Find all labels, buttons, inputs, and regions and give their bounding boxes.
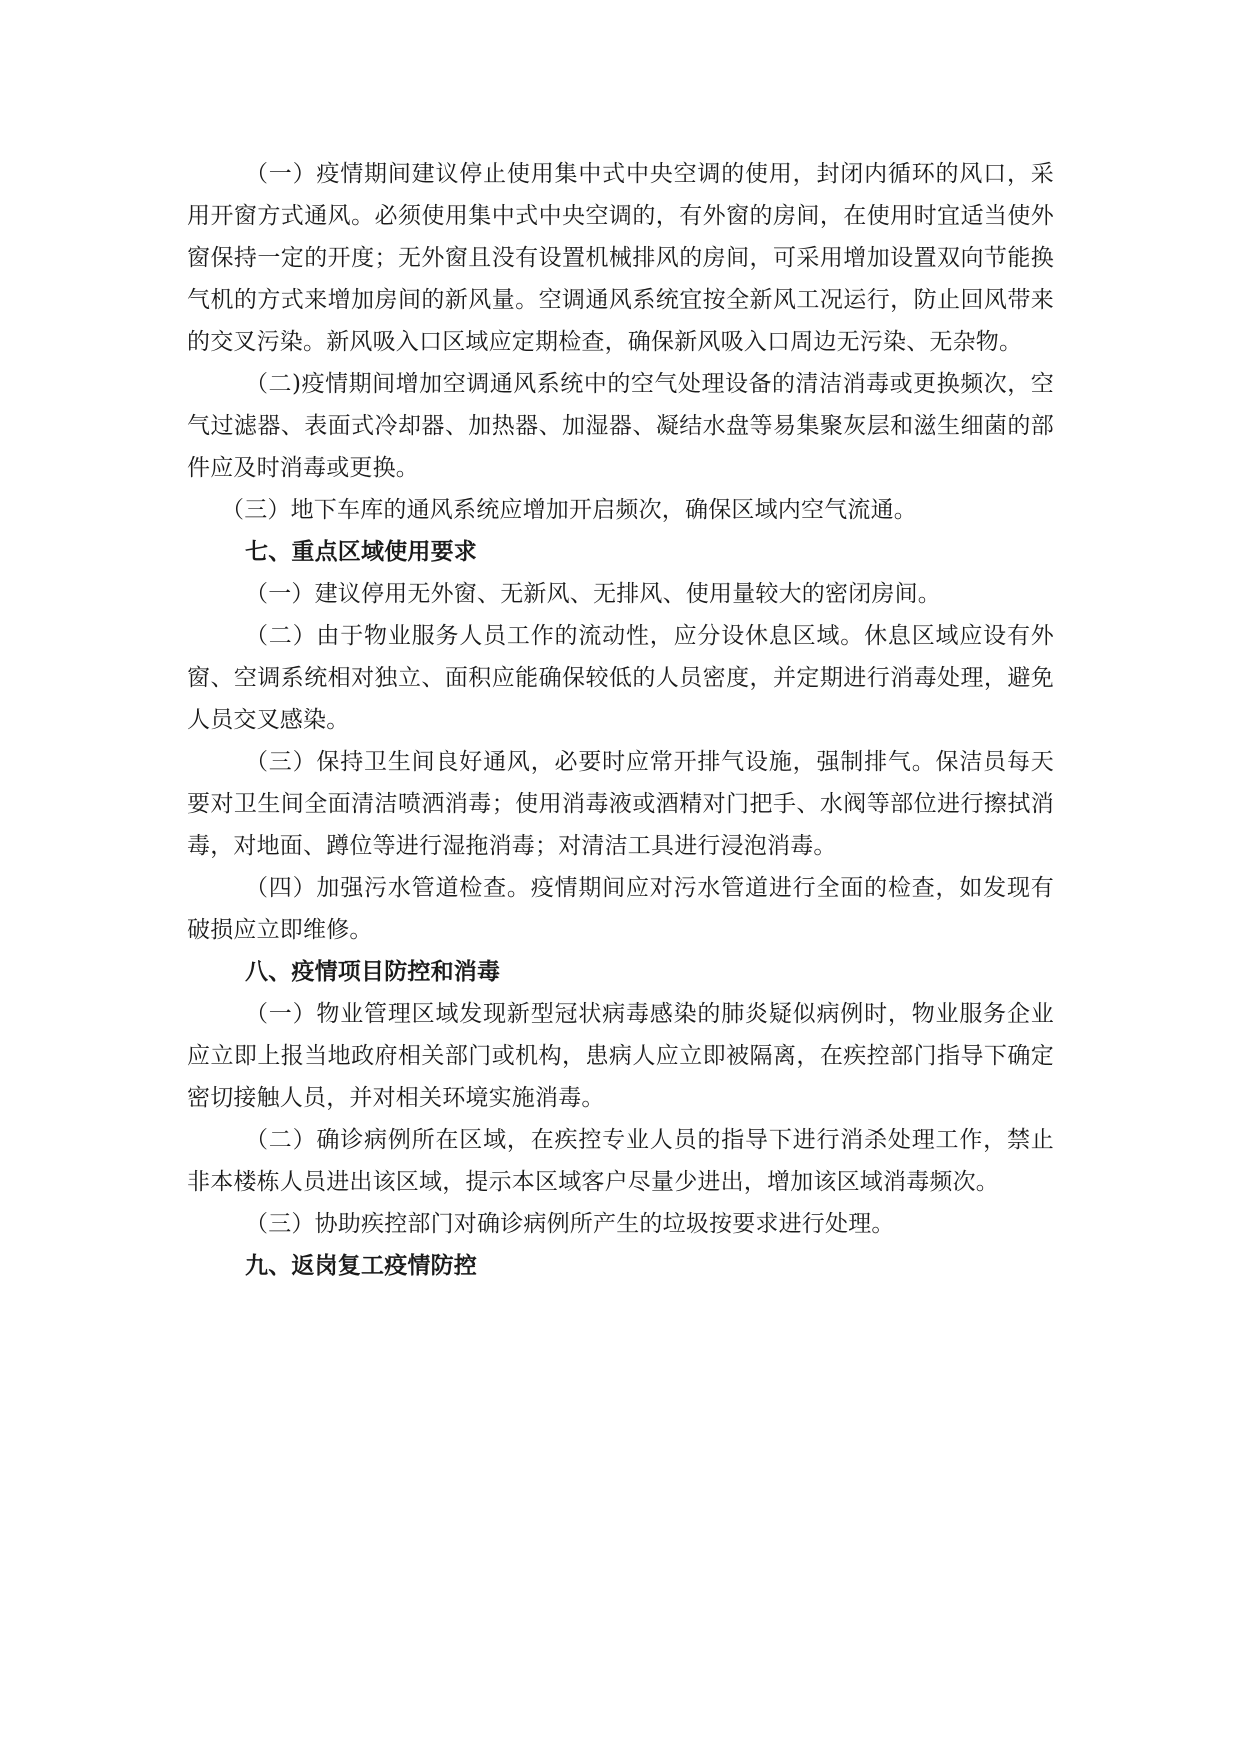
paragraph-closed-rooms: （一）建议停用无外窗、无新风、无排风、使用量较大的密闭房间。 bbox=[245, 581, 941, 607]
section-heading-key-areas: 七、重点区域使用要求 bbox=[245, 538, 477, 565]
paragraph-garage-ventilation: （三）地下车库的通风系统应增加开启频次，确保区域内空气流通。 bbox=[221, 497, 917, 523]
section-heading-epidemic-prevention: 八、疫情项目防控和消毒 bbox=[245, 958, 501, 985]
paragraph-waste-handling: （三）协助疾控部门对确诊病例所产生的垃圾按要求进行处理。 bbox=[245, 1211, 895, 1237]
paragraph-rest-areas: （二）由于物业服务人员工作的流动性，应分设休息区域。休息区域应设有外窗、空调系统相对独立、面积应能确保较低的人员密度，并定期进行消毒处理，避免人员交叉感染。 bbox=[187, 623, 1054, 733]
document-body bbox=[187, 153, 1054, 1287]
paragraph-restroom-ventilation: （三）保持卫生间良好通风，必要时应常开排气设施，强制排气。保洁员每天要对卫生间全面清洁喷洒消毒；使用消毒液或酒精对门把手、水阀等部位进行擦拭消毒，对地面、蹲位等进行湿拖消毒；对清洁工具进行浸泡消毒。 bbox=[187, 749, 1054, 859]
paragraph-suspected-case-report: （一）物业管理区域发现新型冠状病毒感染的肺炎疑似病例时，物业服务企业应立即上报当地政府相关部门或机构，患病人应立即被隔离，在疾控部门指导下确定密切接触人员，并对相关环境实施消毒。 bbox=[187, 1001, 1054, 1111]
paragraph-hvac-cleaning: （二)疫情期间增加空调通风系统中的空气处理设备的清洁消毒或更换频次，空气过滤器、表面式冷却器、加热器、加湿器、凝结水盘等易集聚灰层和滋生细菌的部件应及时消毒或更换。 bbox=[187, 371, 1054, 481]
paragraph-sewage-inspection: （四）加强污水管道检查。疫情期间应对污水管道进行全面的检查，如发现有破损应立即维修。 bbox=[187, 875, 1054, 943]
paragraph-confirmed-case-area: （二）确诊病例所在区域，在疾控专业人员的指导下进行消杀处理工作，禁止非本楼栋人员进出该区域，提示本区域客户尽量少进出，增加该区域消毒频次。 bbox=[187, 1127, 1054, 1195]
section-heading-return-to-work: 九、返岗复工疫情防控 bbox=[245, 1252, 477, 1279]
paragraph-hvac-suspension: （一）疫情期间建议停止使用集中式中央空调的使用，封闭内循环的风口，采用开窗方式通风。必须使用集中式中央空调的，有外窗的房间，在使用时宜适当使外窗保持一定的开度；无外窗且没有设置机械排风的房间，可采用增加设置双向节能换气机的方式来增加房间的新风量。空调通风系统宜按全新风工况运行，防止回风带来的交叉污染。新风吸入口区域应定期检查，确保新风吸入口周边无污染、无杂物。 bbox=[187, 161, 1054, 355]
